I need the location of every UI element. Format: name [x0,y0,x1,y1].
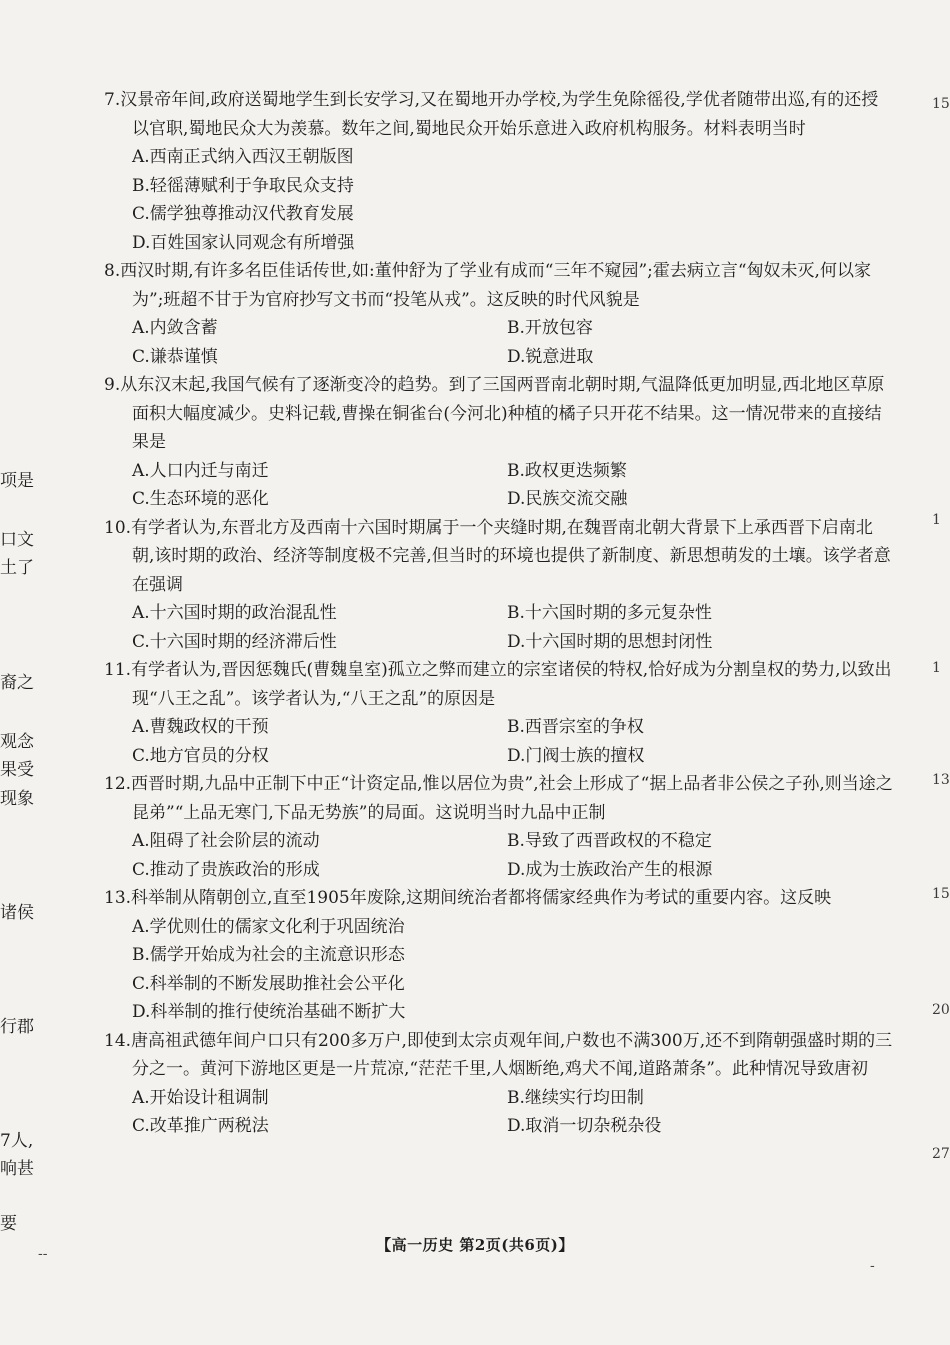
option-c: C.改革推广两税法 [132,1116,269,1136]
margin-fragment: 土了 [0,558,34,578]
option-c: C.儒学独尊推动汉代教育发展 [132,204,354,224]
option-d: D.民族交流交融 [507,489,628,509]
left-margin-bleed [0,0,50,1345]
margin-fragment: 项是 [0,471,34,491]
questions-column [104,86,894,1141]
question-9 [104,371,894,514]
option-list [104,913,894,1027]
option-c: C.生态环境的恶化 [132,489,269,509]
question-stem: 13.科举制从隋朝创立,直至1905年废除,这期间统治者都将儒家经典作为考试的重要内容。这反映 [104,888,832,908]
question-stem: 11.有学者认为,晋因惩魏氏(曹魏皇室)孤立之弊而建立的宗室诸侯的特权,恰好成为分割皇权的势力,以致出现“八王之乱”。该学者认为,“八王之乱”的原因是 [104,660,892,709]
option-list [104,713,894,770]
option-b: B.十六国时期的多元复杂性 [507,603,712,623]
margin-fragment: 诸侯 [0,903,34,923]
option-c: C.十六国时期的经济滞后性 [132,631,337,652]
scan-speck: - [870,1258,875,1274]
option-b: B.政权更迭频繁 [507,460,627,481]
option-b: B.儒学开始成为社会的主流意识形态 [132,945,405,965]
margin-number: 15 [932,886,950,902]
option-b: B.西晋宗室的争权 [507,717,644,737]
option-b: B.导致了西晋政权的不稳定 [507,831,712,851]
option-c: C.谦恭谨慎 [132,346,218,367]
option-a: A.十六国时期的政治混乱性 [132,603,337,623]
option-d: D.锐意进取 [507,346,594,367]
right-margin-bleed [928,0,950,1345]
margin-fragment: 口文 [0,530,34,550]
margin-fragment: 响甚 [0,1159,34,1179]
option-d: D.十六国时期的思想封闭性 [507,631,713,652]
margin-fragment: 要 [0,1214,17,1234]
option-d: D.取消一切杂税杂役 [507,1116,662,1136]
question-12 [104,770,894,884]
option-a: A.西南正式纳入西汉王朝版图 [132,147,354,167]
question-13 [104,884,894,1027]
question-stem: 12.西晋时期,九品中正制下中正“计资定品,惟以居位为贵”,社会上形成了“据上品者非公侯之子孙,则当途之昆弟”“上品无寒门,下品无势族”的局面。这说明当时九品中正制 [104,774,893,823]
margin-number: 20 [932,1002,950,1018]
question-8 [104,257,894,371]
option-list [104,1084,894,1141]
page-footer: 【高一历史 第2页(共6页)】 [376,1236,574,1254]
question-stem: 7.汉景帝年间,政府送蜀地学生到长安学习,又在蜀地开办学校,为学生免除徭役,学优者随带出巡,有的还授以官职,蜀地民众大为羡慕。数年之间,蜀地民众开始乐意进入政府机构服务。材料表明当时 [104,90,879,139]
option-a: A.开始设计租调制 [132,1087,269,1108]
option-d: D.成为士族政治产生的根源 [507,859,713,880]
option-list [104,314,894,371]
option-list [104,599,894,656]
option-a: A.人口内迁与南迁 [132,460,269,481]
question-stem: 10.有学者认为,东晋北方及西南十六国时期属于一个夹缝时期,在魏晋南北朝大背景下上承西晋下启南北朝,该时期的政治、经济等制度极不完善,但当时的环境也提供了新制度、新思想萌发的土壤。该学者意在强调 [104,517,891,595]
option-c: C.地方官员的分权 [132,745,269,766]
question-stem: 8.西汉时期,有许多名臣佳话传世,如:董仲舒为了学业有成而“三年不窥园”;霍去病立言“匈奴未灭,何以家为”;班超不甘于为官府抄写文书而“投笔从戎”。这反映的时代风貌是 [104,261,871,310]
question-14 [104,1027,894,1141]
option-b: B.轻徭薄赋利于争取民众支持 [132,175,354,196]
option-c: C.推动了贵族政治的形成 [132,859,320,880]
option-list [104,143,894,257]
option-b: B.继续实行均田制 [507,1087,644,1108]
margin-number: 15 [932,96,950,112]
option-c: C.科举制的不断发展助推社会公平化 [132,973,405,994]
option-b: B.开放包容 [507,318,593,338]
option-d: D.百姓国家认同观念有所增强 [132,232,355,253]
option-a: A.曹魏政权的干预 [132,717,269,737]
question-10 [104,514,894,657]
question-stem: 14.唐高祖武德年间户口只有200多万户,即使到太宗贞观年间,户数也不满300万,还不到隋朝强盛时期的三分之一。黄河下游地区更是一片荒凉,“茫茫千里,人烟断绝,鸡犬不闻,道路萧条”。此种情况导致唐初 [104,1030,893,1079]
question-11 [104,656,894,770]
question-7 [104,86,894,257]
option-a: A.阻碍了社会阶层的流动 [132,831,320,851]
option-d: D.门阀士族的擅权 [507,745,645,766]
scan-speck: -- [38,1246,48,1262]
question-stem: 9.从东汉末起,我国气候有了逐渐变冷的趋势。到了三国两晋南北朝时期,气温降低更加明显,西北地区草原面积大幅度减少。史料记载,曹操在铜雀台(今河北)种植的橘子只开花不结果。这一情况带来的直接结果是 [104,375,885,452]
option-d: D.科举制的推行使统治基础不断扩大 [132,1002,406,1022]
margin-number: 13 [932,772,950,788]
margin-number: 1 [932,512,941,528]
option-a: A.内敛含蓄 [132,318,218,338]
option-list [104,827,894,884]
margin-fragment: 现象 [0,789,34,809]
margin-fragment: 观念 [0,732,34,752]
margin-fragment: 果受 [0,760,34,780]
option-a: A.学优则仕的儒家文化利于巩固统治 [132,916,405,937]
margin-fragment: 7人, [0,1131,34,1151]
margin-fragment: 裔之 [0,673,34,693]
margin-number: 27 [932,1146,950,1162]
margin-fragment: 行郡 [0,1017,34,1037]
option-list [104,457,894,514]
margin-number: 1 [932,660,941,676]
